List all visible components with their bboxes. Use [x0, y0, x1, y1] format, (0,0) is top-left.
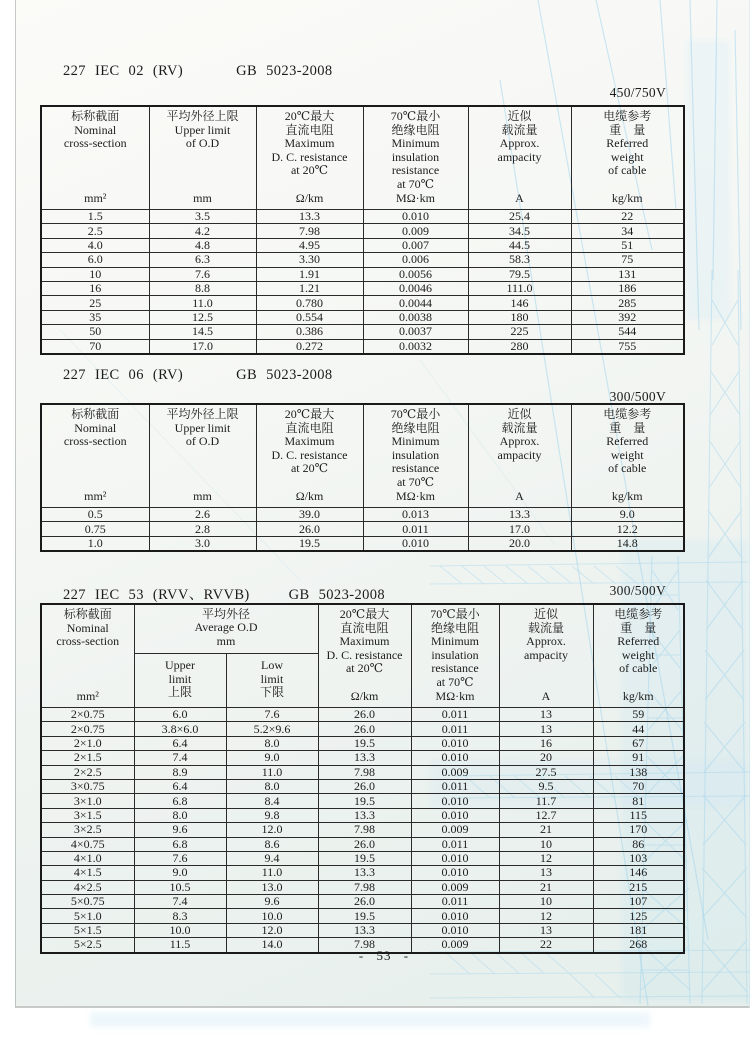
table-cell: 8.6: [226, 837, 318, 851]
table-cell: 1.0: [41, 536, 149, 551]
table-cell: 8.0: [226, 736, 318, 750]
cable-type-code: 227 IEC 06 (RV): [63, 367, 184, 383]
table-cell: 10.0: [134, 923, 226, 937]
table-cell: 70: [593, 779, 684, 793]
table-cell: 2×1.0: [41, 736, 134, 750]
table-row: [41, 851, 684, 865]
table-cell: 4.8: [149, 238, 256, 252]
table-cell: 5×2.5: [41, 938, 134, 953]
table-cell: 280: [468, 339, 571, 354]
col-header-dc-resistance: 20℃最大 直流电阻 Maximum D. C. resistance at 20℃ Ω/km: [318, 604, 411, 708]
table-cell: 26.0: [256, 522, 363, 536]
table-cell: 35: [41, 310, 149, 324]
table-cell: 34.5: [468, 224, 571, 238]
table-cell: 13.3: [256, 210, 363, 224]
table-row: [41, 296, 684, 310]
section-title-iec02: [63, 63, 333, 80]
table-cell: 10: [41, 267, 149, 281]
section-title-iec06: [63, 367, 333, 384]
table-cell: 0.0044: [363, 296, 468, 310]
table-header: [41, 404, 684, 508]
table-cell: 0.009: [411, 765, 499, 779]
table-cell: 8.4: [226, 794, 318, 808]
table-cell: 20.0: [468, 536, 571, 551]
table-cell: 12.0: [226, 823, 318, 837]
table-cell: 13.3: [318, 923, 411, 937]
page-number: - 53 -: [358, 948, 410, 963]
table-cell: 1.91: [256, 267, 363, 281]
table-cell: 225: [468, 325, 571, 339]
table-cell: 7.4: [134, 895, 226, 909]
table-cell: 146: [593, 866, 684, 880]
table-cell: 0.010: [411, 808, 499, 822]
table-cell: 8.0: [134, 808, 226, 822]
table-cell: 59: [593, 708, 684, 722]
table-cell: 6.8: [134, 837, 226, 851]
table-cell: 75: [571, 253, 684, 267]
table-cell: 5×1.0: [41, 909, 134, 923]
table-cell: 27.5: [499, 765, 593, 779]
table-cell: 26.0: [318, 722, 411, 736]
table-cell: 0.0032: [363, 339, 468, 354]
table-cell: 0.780: [256, 296, 363, 310]
table-cell: 11.5: [134, 938, 226, 953]
table-cell: 7.98: [318, 765, 411, 779]
standard-number: GB 5023-2008: [236, 367, 333, 383]
table-cell: 8.3: [134, 909, 226, 923]
table-cell: 26.0: [318, 837, 411, 851]
table-cell: 7.98: [318, 938, 411, 953]
table-cell: 0.0038: [363, 310, 468, 324]
table-cell: 3×2.5: [41, 823, 134, 837]
table-cell: 13.3: [468, 508, 571, 522]
table-cell: 13.0: [226, 880, 318, 894]
table-row: [41, 310, 684, 324]
table-header: [41, 106, 684, 210]
table-cell: 1.21: [256, 281, 363, 295]
col-header-dc-resistance: 20℃最大 直流电阻 Maximum D. C. resistance at 20℃ Ω/km: [256, 106, 363, 210]
cable-type-code: 227 IEC 02 (RV): [63, 63, 184, 79]
table-cell: 12: [499, 851, 593, 865]
table-row: [41, 779, 684, 793]
table-cell: 13: [499, 923, 593, 937]
table-cell: 19.5: [318, 851, 411, 865]
table-cell: 0.010: [363, 210, 468, 224]
table-cell: 0.75: [41, 522, 149, 536]
table-row: [41, 823, 684, 837]
table-cell: 13: [499, 722, 593, 736]
table-cell: 16: [499, 736, 593, 750]
table-cell: 34: [571, 224, 684, 238]
table-cell: 2.6: [149, 508, 256, 522]
table-cell: 25: [41, 296, 149, 310]
table-cell: 9.0: [134, 866, 226, 880]
table-cell: 0.0046: [363, 281, 468, 295]
table-cell: 0.5: [41, 508, 149, 522]
col-header-od-upper-limit: 平均外径上限 Upper limit of O.D mm: [149, 106, 256, 210]
table-row: [41, 522, 684, 536]
table-cell: 86: [593, 837, 684, 851]
voltage-rating: 300/500V: [609, 583, 666, 598]
table-cell: 0.010: [411, 909, 499, 923]
table-cell: 0.554: [256, 310, 363, 324]
table-cell: 3.0: [149, 536, 256, 551]
table-cell: 81: [593, 794, 684, 808]
table-cell: 10.0: [226, 909, 318, 923]
table-body: [41, 508, 684, 552]
table-cell: 268: [593, 938, 684, 953]
table-cell: 9.6: [226, 895, 318, 909]
table-cell: 70: [41, 339, 149, 354]
table-cell: 5.2×9.6: [226, 722, 318, 736]
table-cell: 2×0.75: [41, 722, 134, 736]
table-cell: 2×1.5: [41, 751, 134, 765]
col-header-od-upper-limit: 平均外径上限 Upper limit of O.D mm: [149, 404, 256, 508]
table-cell: 26.0: [318, 779, 411, 793]
table-cell: 79.5: [468, 267, 571, 281]
table-cell: 0.011: [363, 522, 468, 536]
col-header-dc-resistance: 20℃最大 直流电阻 Maximum D. C. resistance at 20℃ Ω/km: [256, 404, 363, 508]
table-cell: 4.2: [149, 224, 256, 238]
table-cell: 103: [593, 851, 684, 865]
col-header-insulation-resistance: 70℃最小 绝缘电阻 Minimum insulation resistance at 70℃ MΩ·km: [363, 404, 468, 508]
table-cell: 17.0: [468, 522, 571, 536]
table-cell: 0.009: [363, 224, 468, 238]
table-cell: 4×1.0: [41, 851, 134, 865]
voltage-rating: 450/750V: [609, 85, 666, 100]
table-row: [41, 880, 684, 894]
table-cell: 26.0: [318, 895, 411, 909]
table-cell: 12: [499, 909, 593, 923]
table-cell: 13: [499, 708, 593, 722]
table-cell: 0.009: [411, 823, 499, 837]
table-cell: 181: [593, 923, 684, 937]
table-cell: 2×2.5: [41, 765, 134, 779]
table-cell: 3.5: [149, 210, 256, 224]
col-header-nominal-cross-section: 标称截面 Nominal cross-section mm²: [41, 404, 149, 508]
table-cell: 3×1.5: [41, 808, 134, 822]
table-cell: 26.0: [318, 708, 411, 722]
table-cell: 3.8×6.0: [134, 722, 226, 736]
table-cell: 13: [499, 866, 593, 880]
table-cell: 7.98: [318, 823, 411, 837]
table-row: [41, 866, 684, 880]
table-cell: 0.010: [363, 536, 468, 551]
table-row: [41, 765, 684, 779]
table-row: [41, 895, 684, 909]
table-cell: 0.010: [411, 736, 499, 750]
table-cell: 5×1.5: [41, 923, 134, 937]
table-cell: 0.0037: [363, 325, 468, 339]
col-header-od-low-limit: Low limit 下限: [226, 654, 318, 708]
table-cell: 6.4: [134, 736, 226, 750]
table-cell: 58.3: [468, 253, 571, 267]
col-header-insulation-resistance: 70℃最小 绝缘电阻 Minimum insulation resistance at 70℃ MΩ·km: [363, 106, 468, 210]
table-cell: 67: [593, 736, 684, 750]
table-cell: 0.011: [411, 708, 499, 722]
table-cell: 0.386: [256, 325, 363, 339]
table-cell: 3×1.0: [41, 794, 134, 808]
table-row: [41, 808, 684, 822]
table-cell: 19.5: [318, 736, 411, 750]
table-cell: 392: [571, 310, 684, 324]
col-header-average-od-group: 平均外径 Average O.D mm: [134, 604, 318, 654]
col-header-cable-weight: 电缆参考 重 量 Referred weight of cable kg/km: [571, 404, 684, 508]
table-cell: 22: [499, 938, 593, 953]
col-header-ampacity: 近似 载流量 Approx. ampacity A: [468, 404, 571, 508]
table-cell: 11.0: [226, 765, 318, 779]
table-cell: 0.011: [411, 779, 499, 793]
col-header-cable-weight: 电缆参考 重 量 Referred weight of cable kg/km: [571, 106, 684, 210]
table-cell: 9.6: [134, 823, 226, 837]
table-cell: 186: [571, 281, 684, 295]
table-cell: 180: [468, 310, 571, 324]
table-cell: 0.011: [411, 837, 499, 851]
table-cell: 544: [571, 325, 684, 339]
table-body: [41, 210, 684, 354]
table-cell: 25.4: [468, 210, 571, 224]
table-row: [41, 923, 684, 937]
table-cell: 44.5: [468, 238, 571, 252]
table-cell: 17.0: [149, 339, 256, 354]
table-cell: 7.98: [256, 224, 363, 238]
table-cell: 2.5: [41, 224, 149, 238]
table-cell: 16: [41, 281, 149, 295]
table-cell: 0.0056: [363, 267, 468, 281]
table-cell: 6.0: [41, 253, 149, 267]
table-cell: 170: [593, 823, 684, 837]
table-cell: 11.0: [149, 296, 256, 310]
table-cell: 13.3: [318, 751, 411, 765]
table-cell: 21: [499, 823, 593, 837]
table-row: [41, 210, 684, 224]
col-header-ampacity: 近似 载流量 Approx. ampacity A: [468, 106, 571, 210]
table-cell: 12.2: [571, 522, 684, 536]
table-cell: 2.8: [149, 522, 256, 536]
table-cell: 20: [499, 751, 593, 765]
table-cell: 4×1.5: [41, 866, 134, 880]
table-cell: 6.3: [149, 253, 256, 267]
table-cell: 10.5: [134, 880, 226, 894]
standard-number: GB 5023-2008: [288, 587, 386, 603]
table-cell: 115: [593, 808, 684, 822]
table-cell: 138: [593, 765, 684, 779]
table-cell: 0.010: [411, 794, 499, 808]
table-cell: 10: [499, 895, 593, 909]
table-row: [41, 253, 684, 267]
table-cell: 19.5: [318, 794, 411, 808]
table-row: [41, 722, 684, 736]
table-row: [41, 325, 684, 339]
table-cell: 0.010: [411, 851, 499, 865]
table-cell: 11.7: [499, 794, 593, 808]
spec-table-iec53: [40, 603, 685, 954]
table-cell: 7.6: [226, 708, 318, 722]
table-cell: 3×0.75: [41, 779, 134, 793]
table-row: [41, 238, 684, 252]
standard-number: GB 5023-2008: [236, 63, 333, 79]
table-cell: 13.3: [318, 808, 411, 822]
table-cell: 131: [571, 267, 684, 281]
table-cell: 9.4: [226, 851, 318, 865]
table-row: [41, 909, 684, 923]
table-cell: 8.9: [134, 765, 226, 779]
table-cell: 13.3: [318, 866, 411, 880]
spec-table-iec02: [40, 105, 685, 355]
table-cell: 8.8: [149, 281, 256, 295]
table-row: [41, 267, 684, 281]
table-cell: 9.8: [226, 808, 318, 822]
table-cell: 14.0: [226, 938, 318, 953]
table-cell: 9.0: [226, 751, 318, 765]
table-cell: 0.010: [411, 923, 499, 937]
table-cell: 285: [571, 296, 684, 310]
table-cell: 755: [571, 339, 684, 354]
table-cell: 91: [593, 751, 684, 765]
table-cell: 50: [41, 325, 149, 339]
col-header-nominal-cross-section: 标称截面 Nominal cross-section mm²: [41, 604, 134, 708]
table-cell: 51: [571, 238, 684, 252]
table-cell: 12.7: [499, 808, 593, 822]
table-row: [41, 536, 684, 551]
table-cell: 12.0: [226, 923, 318, 937]
table-cell: 19.5: [318, 909, 411, 923]
table-cell: 0.007: [363, 238, 468, 252]
table-body: [41, 708, 684, 953]
table-cell: 9.5: [499, 779, 593, 793]
table-cell: 1.5: [41, 210, 149, 224]
table-cell: 0.011: [411, 895, 499, 909]
table-cell: 2×0.75: [41, 708, 134, 722]
table-cell: 4×0.75: [41, 837, 134, 851]
col-header-ampacity: 近似 载流量 Approx. ampacity A: [499, 604, 593, 708]
table-header: [41, 604, 684, 708]
voltage-rating: 300/500V: [609, 389, 666, 404]
table-cell: 5×0.75: [41, 895, 134, 909]
table-cell: 7.6: [149, 267, 256, 281]
table-row: [41, 708, 684, 722]
table-cell: 0.009: [411, 880, 499, 894]
table-cell: 12.5: [149, 310, 256, 324]
table-cell: 215: [593, 880, 684, 894]
table-cell: 21: [499, 880, 593, 894]
table-row: [41, 751, 684, 765]
table-cell: 7.98: [318, 880, 411, 894]
spec-table-iec06: [40, 403, 685, 552]
table-cell: 4×2.5: [41, 880, 134, 894]
table-cell: 4.0: [41, 238, 149, 252]
table-cell: 14.8: [571, 536, 684, 551]
table-cell: 8.0: [226, 779, 318, 793]
cable-type-code: 227 IEC 53 (RVV、RVVB): [63, 587, 250, 603]
table-row: [41, 339, 684, 354]
table-cell: 125: [593, 909, 684, 923]
table-row: [41, 794, 684, 808]
table-cell: 0.010: [411, 751, 499, 765]
table-row: [41, 281, 684, 295]
table-cell: 39.0: [256, 508, 363, 522]
table-cell: 0.010: [411, 866, 499, 880]
table-cell: 0.011: [411, 722, 499, 736]
table-cell: 14.5: [149, 325, 256, 339]
col-header-od-upper-limit: Upper limit 上限: [134, 654, 226, 708]
col-header-nominal-cross-section: 标称截面 Nominal cross-section mm²: [41, 106, 149, 210]
table-cell: 6.4: [134, 779, 226, 793]
table-row: [41, 736, 684, 750]
table-row: [41, 224, 684, 238]
table-cell: 0.009: [411, 938, 499, 953]
table-cell: 19.5: [256, 536, 363, 551]
col-header-cable-weight: 电缆参考 重 量 Referred weight of cable kg/km: [593, 604, 684, 708]
table-cell: 22: [571, 210, 684, 224]
table-cell: 0.272: [256, 339, 363, 354]
table-cell: 3.30: [256, 253, 363, 267]
table-cell: 0.013: [363, 508, 468, 522]
table-cell: 9.0: [571, 508, 684, 522]
col-header-insulation-resistance: 70℃最小 绝缘电阻 Minimum insulation resistance at 70℃ MΩ·km: [411, 604, 499, 708]
table-row: [41, 837, 684, 851]
table-cell: 111.0: [468, 281, 571, 295]
table-cell: 7.6: [134, 851, 226, 865]
table-cell: 7.4: [134, 751, 226, 765]
table-cell: 0.006: [363, 253, 468, 267]
table-cell: 6.8: [134, 794, 226, 808]
table-row: [41, 508, 684, 522]
table-cell: 10: [499, 837, 593, 851]
table-cell: 6.0: [134, 708, 226, 722]
table-cell: 107: [593, 895, 684, 909]
table-cell: 44: [593, 722, 684, 736]
table-cell: 4.95: [256, 238, 363, 252]
table-cell: 11.0: [226, 866, 318, 880]
table-cell: 146: [468, 296, 571, 310]
